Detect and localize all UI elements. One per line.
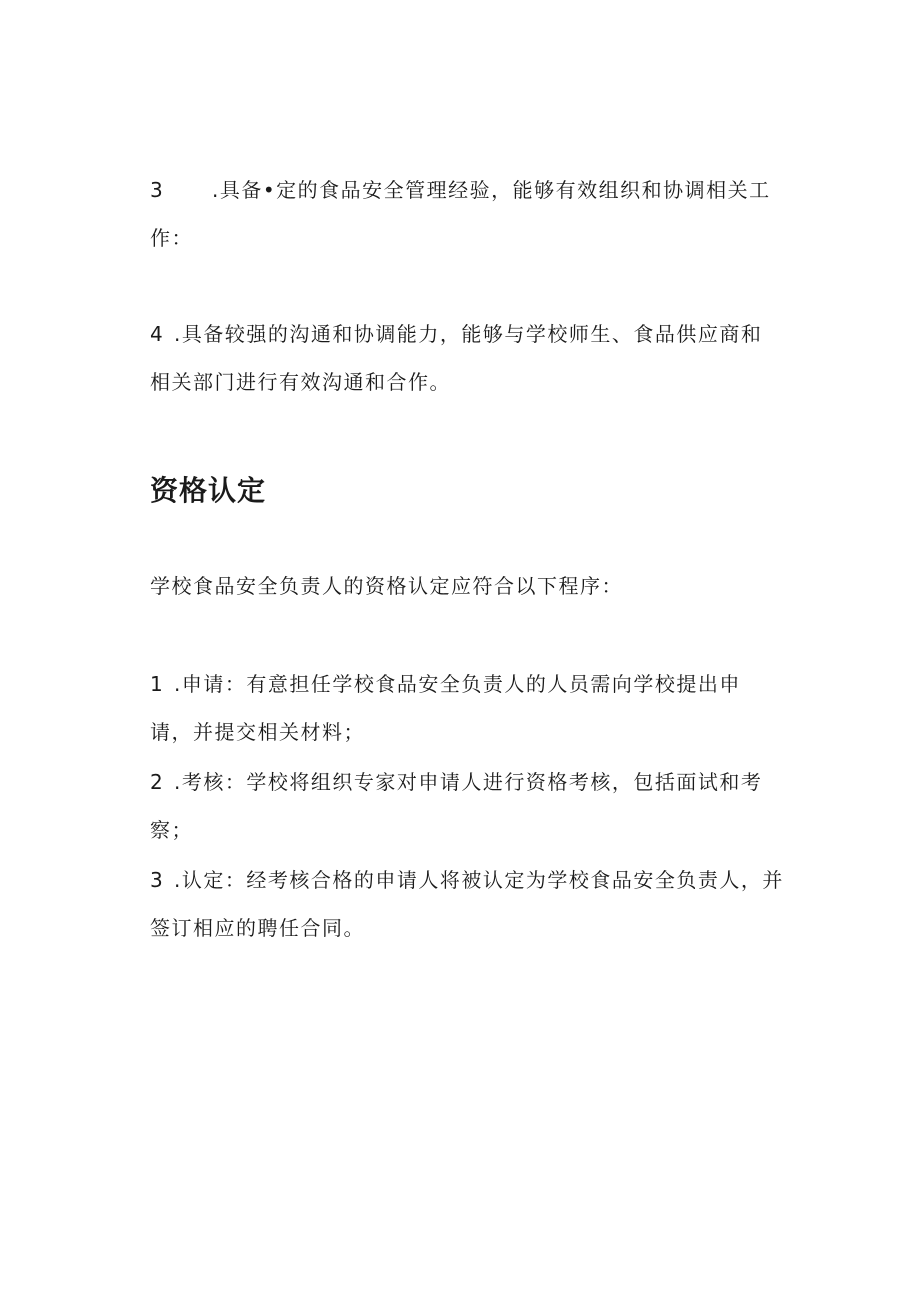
item-number: 3 xyxy=(150,178,165,202)
item-text-line-1: .具备•定的食品安全管理经验，能够有效组织和协调相关工 xyxy=(212,178,771,202)
item-number: 4 xyxy=(150,322,165,346)
step-item-1 xyxy=(150,660,830,756)
step-text-line-1: .认定：经考核合格的申请人将被认定为学校食品安全负责人，并 xyxy=(174,868,784,892)
step-text-line-1: .申请：有意担任学校食品安全负责人的人员需向学校提出申 xyxy=(174,672,741,696)
step-item-3 xyxy=(150,856,830,952)
requirement-item-3 xyxy=(150,166,830,262)
step-text-line-2: 签订相应的聘任合同。 xyxy=(150,916,365,940)
step-number: 3 xyxy=(150,868,165,892)
step-text-line-2: 请，并提交相关材料； xyxy=(150,720,365,744)
item-text-line-2: 相关部门进行有效沟通和合作。 xyxy=(150,370,451,394)
section-intro: 学校食品安全负责人的资格认定应符合以下程序： xyxy=(150,574,623,598)
requirement-item-4 xyxy=(150,310,830,406)
step-text-line-1: .考核：学校将组织专家对申请人进行资格考核，包括面试和考 xyxy=(174,770,763,794)
item-text-line-1: .具备较强的沟通和协调能力，能够与学校师生、食品供应商和 xyxy=(174,322,763,346)
item-text-line-2: 作： xyxy=(150,226,193,250)
step-text-line-2: 察； xyxy=(150,818,193,842)
section-title: 资格认定 xyxy=(150,474,267,507)
step-item-2 xyxy=(150,758,830,854)
step-number: 2 xyxy=(150,770,165,794)
step-number: 1 xyxy=(150,672,165,696)
